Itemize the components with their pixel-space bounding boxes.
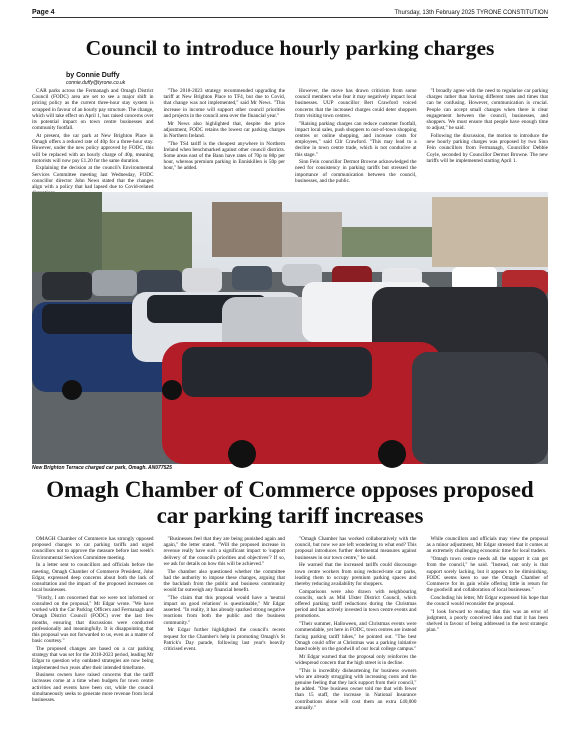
article2-paragraph: OMAGH Chamber of Commerce has strongly opposed proposed changes to car parking tariffs and urged councillors not to approve the measure before last week's Environmental Services Committee meeting. bbox=[32, 536, 154, 561]
article2-paragraph: The proposed changes are based on a car parking strategy that was set for the 2018-2023 period, leading Mr Edgar to question why outdated strategies are now being implemented two years after their intended timeframe. bbox=[32, 645, 154, 671]
article1-paragraph: "Raising parking charges can reduce customer footfall, impact local sales, push shoppers to out-of-town shopping centres or online shopping, and increase costs for employees," said Cllr Crawford. "This may lead to a decline in town centre trade, which is not conducive at this stage." bbox=[295, 120, 417, 158]
byline: by Connie Duffy bbox=[66, 72, 120, 79]
article2-headline: Omagh Chamber of Commerce opposes proposed car parking tariff increases bbox=[46, 477, 534, 528]
article2-body bbox=[32, 536, 548, 732]
article2-paragraph: "I look forward to reading that this was an error of judgment, a poorly conceived idea and that it has been shelved in favour of being addressed in the next strategic plan." bbox=[426, 608, 548, 634]
article2-paragraph: "Their summer, Halloween, and Christmas events were commendable, yet here in FODC, town centres are instead facing parking tariff hikes," he pointed out. "The best Omagh could offer at Christmas was a parking initiative based solely on the goodwill of our local college campus." bbox=[295, 621, 417, 652]
article2-paragraph: While councillors and officials may view the proposal as a minor adjustment, Mr Edgar stressed that it comes at an extremely challenging economic time for local traders. bbox=[426, 536, 548, 555]
article2-column-2 bbox=[164, 536, 286, 732]
article1-paragraph: Following the discussion, the motion to introduce the new hourly parking charges was proposed by two Sinn Fein councillors from Fermanagh, Councillor Debbie Coyle, seconded by Councillor Dermot Browne. The new tariffs will be implemented starting April 1. bbox=[426, 132, 548, 164]
article2-paragraph: Mr Edgar further highlighted the council's recent request for the Chamber's help in promoting Omagh's St Patrick's Day parade, following last year's heavily criticised event. bbox=[163, 627, 285, 652]
byline-email[interactable]: connie.duffy@tyrone.co.uk bbox=[66, 80, 126, 86]
article1-column-1 bbox=[32, 88, 154, 191]
car-park-photo bbox=[32, 192, 548, 464]
article1-paragraph: "The TS4 tariff is the cheapest anywhere in Northern Ireland when benchmarked against other council districts. Some areas east of the Bann have rates of 70p to 80p per hour, whereas premium parking in Enniskillen is 50p per hour," he added. bbox=[163, 140, 285, 172]
article1-paragraph: At present, the car park at New Brighton Place in Omagh offers a reduced rate of 40p for a three-hour stay. However, under the new policy approved by FODC, this will be replaced with an hourly charge of 40p, meaning motorists will now pay £1.20 for the same duration. bbox=[32, 132, 154, 164]
article2-paragraph: "This is incredibly disheartening for business owners who are already struggling with increasing costs and the genuine feeling that they lack support from their council," he added. "One business owner told me that with fewer than 15 staff, the increase in National Insurance contributions alone will cost them an extra £40,000 annually." bbox=[295, 667, 417, 711]
article2-paragraph: Comparisons were also drawn with neighbouring councils, such as Mid Ulster District Council, which offered parking tariff reductions during the Christmas period and has actively invested in town centre events and promotions. bbox=[295, 588, 417, 620]
article1-paragraph: CAR parks across the Fermanagh and Omagh District Council (FODC) area are set to see a major shift in pricing policy as the current three-hour stay system is scrapped in favour of an hourly pay structure. The change, which will take effect on April 1, has raised concerns over its potential impact on town centre businesses and community footfall. bbox=[32, 88, 154, 132]
article2-paragraph: He warned that the increased tariffs could discourage town centre workers from using reduced-rate car parks, leading them to occupy premium parking spaces and thereby reducing availability for shoppers. bbox=[295, 562, 417, 587]
article2-column-1 bbox=[32, 536, 154, 732]
article1-column-3 bbox=[295, 88, 417, 188]
article2-paragraph: "Businesses feel that they are being punished again and again," the letter stated. "Will the proposed increase in revenue really have such a significant impact to 'support delivery of the council's priorities and objectives'? If so, we ask for details on how this will be achieved." bbox=[163, 536, 285, 567]
photo-caption: New Brighton Terrace charged car park, Omagh. AN077525 bbox=[32, 465, 172, 471]
article1-column-4 bbox=[427, 88, 549, 188]
article1-paragraph: Explaining the decision at the council's Environmental Services Committee meeting last Wednesday, FODC councillor director John News stated that the changes align with a policy that had lapsed due to Covid-related bbox=[32, 165, 154, 191]
article2-paragraph: Concluding his letter, Mr Edgar expressed his hope that the council would reconsider the proposal. bbox=[426, 594, 548, 608]
page-number: Page 4 bbox=[32, 9, 55, 16]
article1-column-2 bbox=[164, 88, 286, 188]
article2-paragraph: Business owners have raised concerns that the tariff increases come at a time when budgets for town centre activities and events have been cut, while the council simultaneously seeks to generate more revenue from local businesses. bbox=[32, 672, 154, 704]
article1-paragraph: "I broadly agree with the need to regularise car parking charges rather than having different rates and times that can be confusing. However, communication is crucial. People can accept small changes when there is clear engagement between the council, businesses, and shoppers. We must ensure that people have enough time to adjust," he said. bbox=[426, 88, 548, 132]
article2-paragraph: The chamber also questioned whether the committee had the authority to impose these changes, arguing that the backlash from the public and business community would far outweigh any financial benefit. bbox=[163, 568, 285, 594]
car-park-photo-illustration bbox=[32, 192, 548, 464]
article2-paragraph: "The claim that this proposal would have a 'neutral impact on good relations' is questionable," Mr Edgar asserted. "In reality, it has already sparked strong negative reactions from both the public and the business community." bbox=[163, 594, 285, 626]
article2-paragraph: Mr Edgar warned that the proposal only reinforces the widespread concern that the high street is in decline. bbox=[295, 653, 417, 666]
article2-paragraph: "Omagh town centre needs all the support it can get from the council," he said. "Instead, not only is that support sorely lacking, but it appears to be diminishing. FODC seems keen to use the Omagh Chamber of Commerce for its gain while offering little in return for the goodwill and collaboration of local businesses." bbox=[426, 556, 548, 594]
article1-paragraph: "The 2018-2023 strategy recommended upgrading the tariff at New Brighton Place to TF4, but due to Covid, that change was not implemented," said Mr News. "This increase in income will support other council priorities and projects in the council area over the financial year." bbox=[163, 88, 285, 119]
article1-body bbox=[32, 88, 548, 191]
article2-paragraph: "Omagh Chamber has worked collaboratively with the council, but now we are left wondering to what end? This proposal introduces further detrimental measures against businesses in our town centre," he said. bbox=[295, 536, 417, 561]
page-header bbox=[32, 4, 548, 18]
article2-column-4 bbox=[427, 536, 549, 732]
article1-headline: Council to introduce hourly parking charges bbox=[85, 36, 495, 60]
article1-paragraph: Mr News also highlighted that, despite the price adjustment, FODC retains the lowest car parking charges in Northern Ireland. bbox=[163, 120, 285, 139]
article2-paragraph: "Firstly, I am concerned that we were not informed or consulted on the proposal," Mr Edgar wrote. "We have worked with the Car Parking Officers and Fermanagh and Omagh District Council (FODC) over the last few months, ensuring that discussions were conducted professionally and meaningfully. It is disappointing that this proposal was not forwarded to us, even as a matter of basic courtesy." bbox=[32, 594, 154, 645]
article1-paragraph: Sinn Fein councillor Dermot Browne acknowledged the need for consistency in parking tariffs but stressed the importance of communication between the council, businesses, and the public. bbox=[295, 159, 417, 184]
article2-paragraph: In a letter sent to councillors and officials before the meeting, Omagh Chamber of Commerce President, John Edgar, expressed deep concerns about both the lack of consultation and the impact of the proposed increases on local businesses. bbox=[32, 562, 154, 594]
dateline: Thursday, 13th February 2025 TYRONE CONSTITUTION bbox=[394, 10, 548, 16]
article1-paragraph: However, the move has drawn criticism from some council members who fear it may negatively impact local businesses. UUP councillor Bert Crawford voiced concerns that the increased charges could deter shoppers from visiting town centres. bbox=[295, 88, 417, 119]
article2-column-3 bbox=[295, 536, 417, 732]
